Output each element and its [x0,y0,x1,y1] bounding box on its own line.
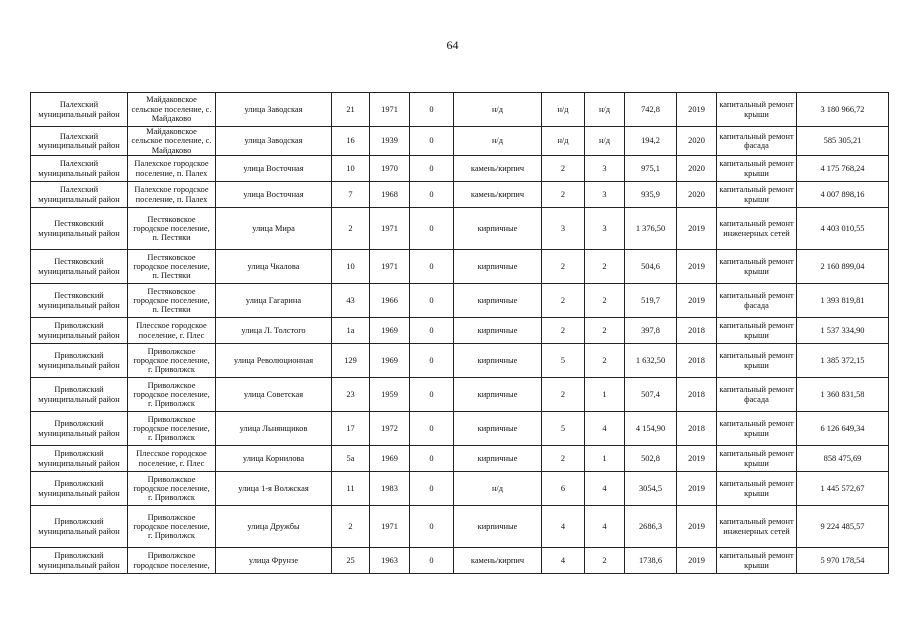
house-number-cell: 10 [332,156,370,182]
house-number-cell: 43 [332,284,370,318]
wall-material-cell: кирпичные [454,344,542,378]
municipal-district-cell: Палехский муниципальный район [31,93,128,127]
entrances-cell: 2 [585,250,625,284]
build-year-cell: 1968 [370,182,410,208]
wall-material-cell: камень/кирпич [454,548,542,574]
cost-cell: 585 305,21 [797,127,889,156]
cost-cell: 4 007 898,16 [797,182,889,208]
settlement-cell: Майдаковское сельское поселение, с. Майдаково [128,93,216,127]
area-cell: 397,8 [625,318,677,344]
entrances-cell: 3 [585,156,625,182]
build-year-cell: 1963 [370,548,410,574]
area-cell: 504,6 [625,250,677,284]
entrances-cell: 3 [585,208,625,250]
repair-type-cell: капитальный ремонт крыши [717,156,797,182]
entrances-cell: 2 [585,548,625,574]
settlement-cell: Пестяковское городское поселение, п. Пестяки [128,250,216,284]
repair-year-cell: 2018 [677,412,717,446]
floors-cell: 2 [542,156,585,182]
area-cell: 2686,3 [625,506,677,548]
cost-cell: 1 385 372,15 [797,344,889,378]
build-year-cell: 1971 [370,506,410,548]
table-row [31,318,889,344]
build-year-cell: 1966 [370,284,410,318]
floors-cell: 2 [542,378,585,412]
street-cell: улица Заводская [216,127,332,156]
area-cell: 1738,6 [625,548,677,574]
cost-cell: 9 224 485,57 [797,506,889,548]
settlement-cell: Плесское городское поселение, г. Плес [128,446,216,472]
wear-percent-cell: 0 [410,156,454,182]
floors-cell: 6 [542,472,585,506]
house-number-cell: 11 [332,472,370,506]
street-cell: улица Мира [216,208,332,250]
wear-percent-cell: 0 [410,284,454,318]
house-number-cell: 23 [332,378,370,412]
cost-cell: 1 360 831,58 [797,378,889,412]
repair-year-cell: 2018 [677,344,717,378]
build-year-cell: 1939 [370,127,410,156]
repair-type-cell: капитальный ремонт фасада [717,284,797,318]
street-cell: улица Фрунзе [216,548,332,574]
house-number-cell: 129 [332,344,370,378]
repair-type-cell: капитальный ремонт крыши [717,412,797,446]
repair-type-cell: капитальный ремонт крыши [717,472,797,506]
street-cell: улица Дружбы [216,506,332,548]
table-row [31,472,889,506]
wall-material-cell: н/д [454,127,542,156]
settlement-cell: Приволжское городское поселение, г. Приволжск [128,472,216,506]
table-row [31,446,889,472]
area-cell: 742,8 [625,93,677,127]
settlement-cell: Приволжское городское поселение, г. Приволжск [128,412,216,446]
cost-cell: 4 403 010,55 [797,208,889,250]
street-cell: улица Революционная [216,344,332,378]
repair-year-cell: 2019 [677,548,717,574]
entrances-cell: 1 [585,378,625,412]
settlement-cell: Пестяковское городское поселение, п. Пестяки [128,284,216,318]
cost-cell: 1 445 572,67 [797,472,889,506]
street-cell: улица Восточная [216,182,332,208]
street-cell: улица Гагарина [216,284,332,318]
street-cell: улица Чкалова [216,250,332,284]
street-cell: улица Советская [216,378,332,412]
build-year-cell: 1959 [370,378,410,412]
entrances-cell: 4 [585,472,625,506]
build-year-cell: 1971 [370,250,410,284]
wear-percent-cell: 0 [410,412,454,446]
municipal-district-cell: Приволжский муниципальный район [31,378,128,412]
repair-type-cell: капитальный ремонт инженерных сетей [717,506,797,548]
floors-cell: 3 [542,208,585,250]
area-cell: 1 376,50 [625,208,677,250]
house-number-cell: 25 [332,548,370,574]
municipal-district-cell: Приволжский муниципальный район [31,412,128,446]
entrances-cell: 1 [585,446,625,472]
build-year-cell: 1971 [370,208,410,250]
wall-material-cell: кирпичные [454,284,542,318]
wear-percent-cell: 0 [410,93,454,127]
street-cell: улица 1-я Волжская [216,472,332,506]
repair-type-cell: капитальный ремонт фасада [717,127,797,156]
cost-cell: 6 126 649,34 [797,412,889,446]
street-cell: улица Льнянщиков [216,412,332,446]
area-cell: 507,4 [625,378,677,412]
repair-year-cell: 2019 [677,446,717,472]
repair-type-cell: капитальный ремонт крыши [717,250,797,284]
table-row [31,250,889,284]
municipal-district-cell: Палехский муниципальный район [31,156,128,182]
wear-percent-cell: 0 [410,127,454,156]
house-number-cell: 7 [332,182,370,208]
settlement-cell: Приволжское городское поселение, г. Приволжск [128,506,216,548]
wall-material-cell: н/д [454,93,542,127]
municipal-district-cell: Пестяковский муниципальный район [31,284,128,318]
floors-cell: 2 [542,182,585,208]
house-number-cell: 5а [332,446,370,472]
area-cell: 519,7 [625,284,677,318]
entrances-cell: 2 [585,284,625,318]
floors-cell: 2 [542,284,585,318]
wear-percent-cell: 0 [410,446,454,472]
municipal-district-cell: Палехский муниципальный район [31,182,128,208]
floors-cell: 2 [542,446,585,472]
house-number-cell: 16 [332,127,370,156]
settlement-cell: Пестяковское городское поселение, п. Пестяки [128,208,216,250]
repair-type-cell: капитальный ремонт крыши [717,548,797,574]
repair-type-cell: капитальный ремонт фасада [717,378,797,412]
settlement-cell: Приволжское городское поселение, г. Приволжск [128,344,216,378]
wall-material-cell: камень/кирпич [454,156,542,182]
settlement-cell: Приволжское городское поселение, г. Приволжск [128,378,216,412]
house-number-cell: 2 [332,506,370,548]
cost-cell: 858 475,69 [797,446,889,472]
table-row [31,156,889,182]
table-row [31,182,889,208]
wall-material-cell: кирпичные [454,250,542,284]
area-cell: 502,8 [625,446,677,472]
table-row [31,506,889,548]
entrances-cell: 4 [585,506,625,548]
municipal-district-cell: Пестяковский муниципальный район [31,208,128,250]
municipal-district-cell: Приволжский муниципальный район [31,472,128,506]
table-row [31,127,889,156]
wall-material-cell: кирпичные [454,318,542,344]
wear-percent-cell: 0 [410,250,454,284]
area-cell: 194,2 [625,127,677,156]
table-row [31,548,889,574]
house-number-cell: 10 [332,250,370,284]
municipal-district-cell: Приволжский муниципальный район [31,548,128,574]
cost-cell: 3 180 966,72 [797,93,889,127]
floors-cell: 2 [542,318,585,344]
build-year-cell: 1969 [370,446,410,472]
repair-year-cell: 2018 [677,378,717,412]
build-year-cell: 1969 [370,344,410,378]
repair-type-cell: капитальный ремонт крыши [717,182,797,208]
housing-repair-table [30,92,889,574]
cost-cell: 4 175 768,24 [797,156,889,182]
floors-cell: н/д [542,93,585,127]
wear-percent-cell: 0 [410,344,454,378]
floors-cell: 5 [542,344,585,378]
wear-percent-cell: 0 [410,208,454,250]
repair-type-cell: капитальный ремонт инженерных сетей [717,208,797,250]
settlement-cell: Палехское городское поселение, п. Палех [128,156,216,182]
table-row [31,93,889,127]
repair-year-cell: 2018 [677,318,717,344]
entrances-cell: 2 [585,344,625,378]
repair-year-cell: 2019 [677,208,717,250]
build-year-cell: 1971 [370,93,410,127]
build-year-cell: 1972 [370,412,410,446]
settlement-cell: Палехское городское поселение, п. Палех [128,182,216,208]
municipal-district-cell: Приволжский муниципальный район [31,506,128,548]
repair-type-cell: капитальный ремонт крыши [717,344,797,378]
repair-year-cell: 2019 [677,506,717,548]
wear-percent-cell: 0 [410,472,454,506]
floors-cell: н/д [542,127,585,156]
floors-cell: 2 [542,250,585,284]
municipal-district-cell: Палехский муниципальный район [31,127,128,156]
repair-type-cell: капитальный ремонт крыши [717,446,797,472]
entrances-cell: н/д [585,93,625,127]
table-row [31,378,889,412]
build-year-cell: 1970 [370,156,410,182]
area-cell: 975,1 [625,156,677,182]
area-cell: 935,9 [625,182,677,208]
cost-cell: 5 970 178,54 [797,548,889,574]
repair-year-cell: 2019 [677,472,717,506]
house-number-cell: 17 [332,412,370,446]
wear-percent-cell: 0 [410,378,454,412]
area-cell: 4 154,90 [625,412,677,446]
repair-type-cell: капитальный ремонт крыши [717,93,797,127]
wear-percent-cell: 0 [410,548,454,574]
entrances-cell: н/д [585,127,625,156]
area-cell: 1 632,50 [625,344,677,378]
municipal-district-cell: Пестяковский муниципальный район [31,250,128,284]
build-year-cell: 1983 [370,472,410,506]
wall-material-cell: кирпичные [454,412,542,446]
house-number-cell: 21 [332,93,370,127]
wall-material-cell: камень/кирпич [454,182,542,208]
wall-material-cell: н/д [454,472,542,506]
page-number: 64 [446,38,459,52]
street-cell: улица Восточная [216,156,332,182]
settlement-cell: Майдаковское сельское поселение, с. Майдаково [128,127,216,156]
municipal-district-cell: Приволжский муниципальный район [31,344,128,378]
repair-year-cell: 2020 [677,182,717,208]
table-row [31,284,889,318]
wall-material-cell: кирпичные [454,506,542,548]
cost-cell: 1 393 819,81 [797,284,889,318]
municipal-district-cell: Приволжский муниципальный район [31,318,128,344]
street-cell: улица Л. Толстого [216,318,332,344]
settlement-cell: Приволжское городское поселение, [128,548,216,574]
repair-year-cell: 2019 [677,250,717,284]
build-year-cell: 1969 [370,318,410,344]
house-number-cell: 1а [332,318,370,344]
wear-percent-cell: 0 [410,318,454,344]
floors-cell: 4 [542,548,585,574]
wall-material-cell: кирпичные [454,446,542,472]
floors-cell: 4 [542,506,585,548]
street-cell: улица Корнилова [216,446,332,472]
house-number-cell: 2 [332,208,370,250]
wear-percent-cell: 0 [410,182,454,208]
repair-year-cell: 2020 [677,156,717,182]
repair-year-cell: 2019 [677,284,717,318]
entrances-cell: 2 [585,318,625,344]
entrances-cell: 3 [585,182,625,208]
wall-material-cell: кирпичные [454,208,542,250]
cost-cell: 2 160 899,04 [797,250,889,284]
table-row [31,208,889,250]
entrances-cell: 4 [585,412,625,446]
repair-year-cell: 2020 [677,127,717,156]
cost-cell: 1 537 334,90 [797,318,889,344]
area-cell: 3054,5 [625,472,677,506]
municipal-district-cell: Приволжский муниципальный район [31,446,128,472]
wear-percent-cell: 0 [410,506,454,548]
floors-cell: 5 [542,412,585,446]
repair-type-cell: капитальный ремонт крыши [717,318,797,344]
table-row [31,412,889,446]
street-cell: улица Заводская [216,93,332,127]
settlement-cell: Плесское городское поселение, г. Плес [128,318,216,344]
wall-material-cell: кирпичные [454,378,542,412]
table-row [31,344,889,378]
repair-year-cell: 2019 [677,93,717,127]
